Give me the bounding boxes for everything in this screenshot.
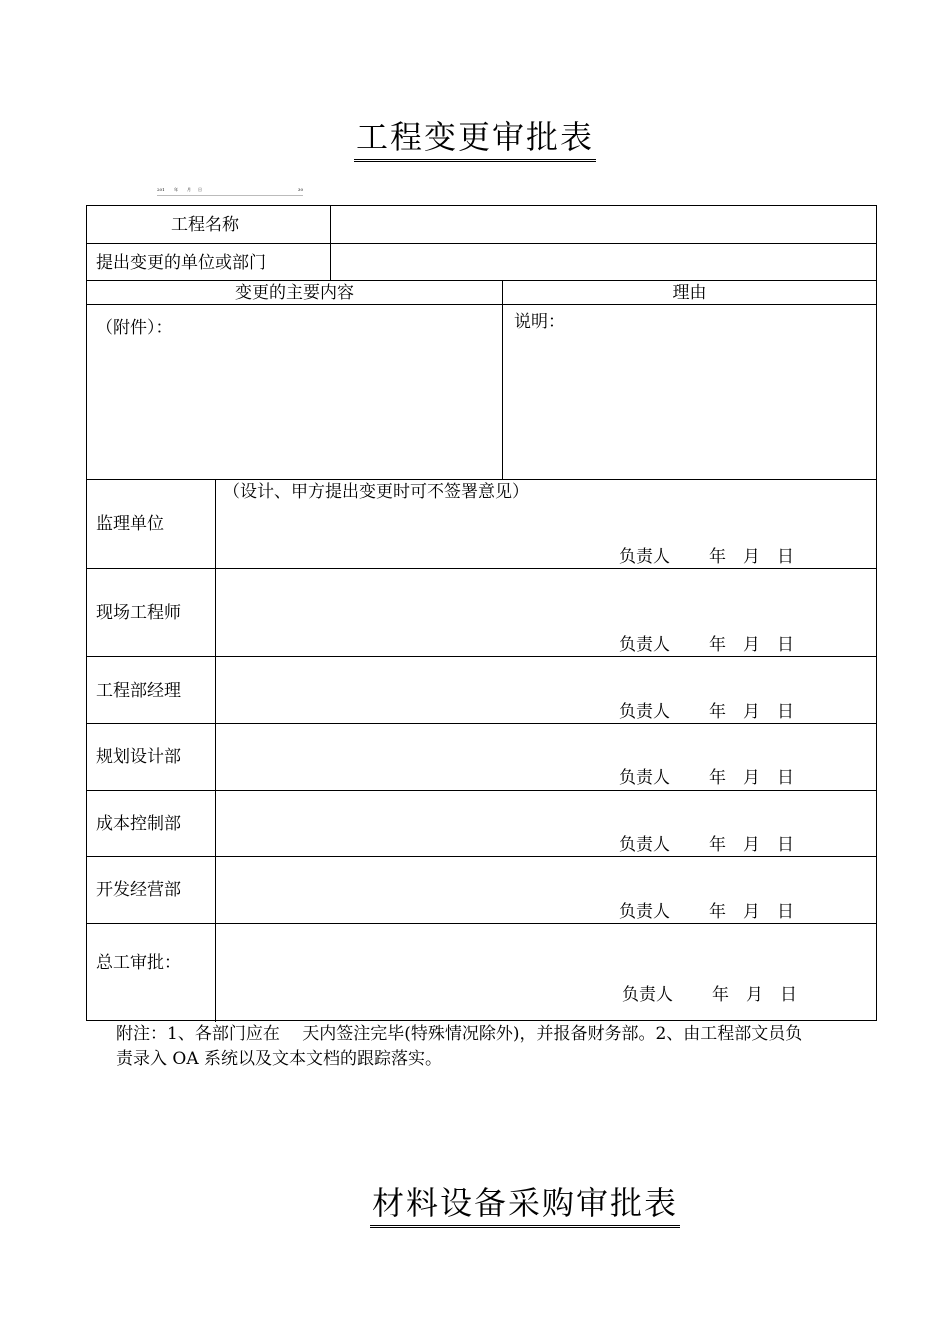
signature-line-site-engineer: 负责人 年 月 日 bbox=[619, 635, 794, 655]
project-name-label: 工程名称 bbox=[171, 215, 239, 235]
footnote bbox=[116, 1022, 854, 1072]
signature-line-supervisor: 负责人 年 月 日 bbox=[619, 547, 794, 567]
dept-label: 提出变更的单位或部门 bbox=[96, 253, 266, 273]
row-divider bbox=[87, 479, 876, 480]
row-divider bbox=[87, 790, 876, 791]
page-title: 工程变更审批表 bbox=[0, 117, 950, 162]
row-divider bbox=[87, 656, 876, 657]
signer-label-development: 开发经营部 bbox=[96, 880, 181, 900]
footnote-line-1: 附注：1、各部门应在 天内签注完毕(特殊情况除外)，并报备财务部。2、由工程部文员负 bbox=[116, 1024, 803, 1044]
signature-line-development: 负责人 年 月 日 bbox=[619, 902, 794, 922]
dept-field[interactable] bbox=[339, 243, 869, 280]
date-day-label: 日 bbox=[198, 187, 202, 192]
signer-label-planning-design: 规划设计部 bbox=[96, 747, 181, 767]
attachment-label: （附件）： bbox=[96, 318, 173, 338]
reason-header: 理由 bbox=[672, 283, 707, 303]
signer-label-engineering-manager: 工程部经理 bbox=[96, 681, 181, 701]
row-divider bbox=[87, 856, 876, 857]
next-form-title: 材料设备采购审批表 bbox=[50, 1183, 950, 1228]
signature-line-chief-engineer: 负责人 年 月 日 bbox=[622, 985, 797, 1005]
row-divider bbox=[87, 304, 876, 305]
date-year: 201 bbox=[157, 187, 165, 192]
supervisor-hint: （设计、甲方提出变更时可不签署意见） bbox=[223, 482, 529, 502]
footnote-line-2: 责录入 OA 系统以及文本文档的跟踪落实。 bbox=[116, 1049, 443, 1069]
row-divider bbox=[87, 923, 876, 924]
approval-form-table bbox=[86, 205, 877, 1021]
signature-line-engineering-manager: 负责人 年 月 日 bbox=[619, 702, 794, 722]
date-month-label: 月 bbox=[187, 187, 191, 192]
signer-label-cost-control: 成本控制部 bbox=[96, 814, 181, 834]
col-divider bbox=[215, 479, 216, 1022]
col-divider bbox=[502, 280, 503, 479]
signature-line-cost-control: 负责人 年 月 日 bbox=[619, 835, 794, 855]
row-divider bbox=[87, 723, 876, 724]
explain-label: 说明： bbox=[514, 312, 565, 332]
project-name-field[interactable] bbox=[339, 206, 869, 243]
signer-label-supervisor: 监理单位 bbox=[96, 514, 164, 534]
col-divider bbox=[330, 206, 331, 280]
row-divider bbox=[87, 280, 876, 281]
content-header: 变更的主要内容 bbox=[235, 283, 354, 303]
signer-label-chief-engineer: 总工审批： bbox=[96, 953, 181, 973]
date-year-label: 年 bbox=[174, 187, 178, 192]
date-line bbox=[157, 187, 303, 196]
signer-label-site-engineer: 现场工程师 bbox=[96, 603, 181, 623]
date-code: 30 bbox=[297, 187, 303, 192]
row-divider bbox=[87, 568, 876, 569]
signature-line-planning-design: 负责人 年 月 日 bbox=[619, 768, 794, 788]
